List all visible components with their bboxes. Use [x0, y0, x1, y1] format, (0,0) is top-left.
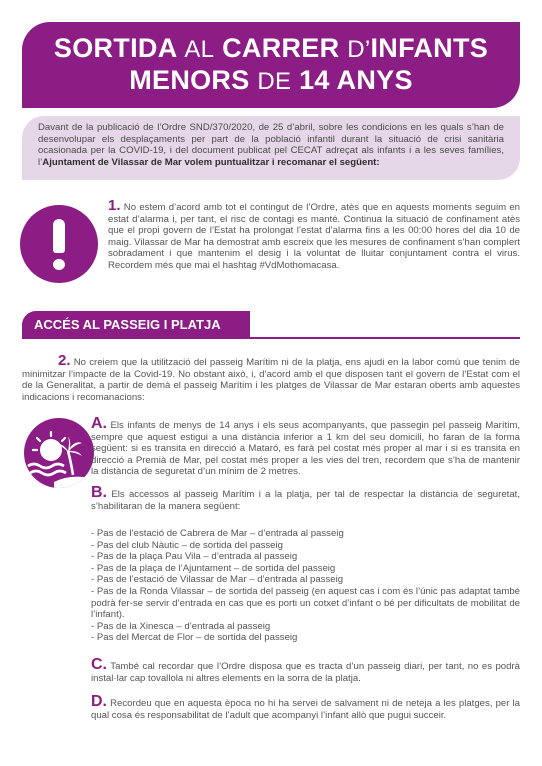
list-item: - Pas de la Xinesca – d’entrada al passeig: [91, 620, 271, 632]
list-item: - Pas del club Nàutic – de sortida del passeig: [91, 539, 283, 551]
section-header: [22, 311, 520, 339]
title-word: SORTIDA: [53, 33, 177, 63]
section-title: ACCÉS AL PASSEIG I PLATJA: [22, 311, 250, 337]
intro-bold-text: Ajuntament de Vilassar de Mar volem puntualitzar i recomanar el següent:: [42, 156, 380, 168]
title-line-2: [129, 65, 413, 97]
title-line-1: [54, 33, 488, 65]
point-a: [91, 415, 520, 478]
beach-palm-icon: [24, 418, 94, 488]
point-1-text: No estem d’acord amb tot el contingut de l’Ordre, atès que en aquests moments seguim en estat d’alarma i, per tant, el risc de contagi es manté. Continua la situació de confinament atès que el propi govern de l’Estat ha prolongat l’estat d’alarma fins a les 00:00 hores del dia 10 de maig. Vilassar de Mar ha demostrat amb escreix que les mesures de confinament s’han complert sobradament i que mantenim el desig i la voluntat de lluitar conjuntament contra el virus. Recordem més que mai el hashtag #VdMothomacasa.: [108, 202, 521, 271]
page-title-banner: [22, 22, 520, 108]
point-letter: C.: [91, 656, 107, 673]
title-word: 14 ANYS: [299, 65, 413, 95]
list-item: - Pas de l’estació de Cabrera de Mar – d’entrada al passeig: [91, 528, 344, 539]
point-b: [91, 484, 520, 512]
intro-text: Davant de la publicació de l’Ordre SND/370/2020, de 25 d’abril, sobre les condicions en les quals s’han de desenvolupar els desplaçaments per part de la població infantil durant la situació de crisi sanitària ocasionada per la COVID-19, i del document publicat pel CECAT adreçat als infants i a les seves famílies, l’: [38, 122, 504, 168]
point-d-text: Recordeu que en aquesta època no hi ha servei de salvament ni de neteja a les platges, per la qual cosa és responsabilitat de l’adult que acompanyi l’infant allò que pugui succeir.: [91, 698, 520, 721]
title-word: DE: [257, 68, 292, 95]
point-number: 1.: [108, 197, 121, 214]
access-list: [91, 528, 520, 644]
point-b-text: Els accessos al passeig Marítim i a la platja, per tal de respectar la distància de seguretat, s’habilitaran de la manera següent:: [91, 489, 520, 512]
list-item: - Pas del Mercat de Flor – de sortida del passeig: [91, 632, 298, 644]
point-c-text: També cal recordar que l’Ordre disposa que es tracta d’un passeig diari, per tant, no es podrà instal·lar cap tovallola ni altres elements en la sorra de la platja.: [91, 661, 521, 684]
title-word: AL: [184, 36, 215, 63]
point-letter: B.: [91, 484, 107, 501]
list-item: - Pas de la Ronda Vilassar – de sortida del passeig (en aquest cas i com és l’únic pas adaptat també podrà fer-se servir d’entrada en cas que es porti un cotxet d’infant o bé per dificultats de mobilitat de l’infant).: [91, 585, 520, 621]
point-d: [91, 693, 520, 721]
point-1: [108, 197, 521, 272]
point-2-text: No creiem que la utilització del passeig Marítim ni de la platja, ens ajudi en la labor comú que tenim de minimitzar l’impacte de la Covid-19. No obstant això, i, d’acord amb el que disposen tant el govern de l’Estat com el de la Generalitat, a partir de demà el passeig Marítim i les platges de Vilassar de Mar estaran oberts amb aquestes indicacions i recomanacions:: [22, 357, 520, 403]
list-item: - Pas de la plaça de l’Ajuntament – de sortida del passeig: [91, 562, 336, 574]
point-letter: A.: [91, 415, 107, 432]
title-word: MENORS: [129, 65, 250, 95]
list-item: - Pas de la plaça Pau Vila – d’entrada al passeig: [91, 551, 298, 563]
intro-box: [22, 116, 520, 180]
point-2: [22, 352, 520, 403]
point-number: 2.: [58, 352, 71, 369]
point-c: [91, 656, 521, 684]
exclamation-icon: [20, 205, 98, 283]
point-a-text: Els infants de menys de 14 anys i els seus acompanyants, que passegin pel passeig Marítim, sempre que aquest estigui a una distància inferior a 1 km del seu domicili, ho faran de la forma següent: si es transita en direcció a Mataró, es farà pel costat més proper al mar i si es transita en direcció a Premià de Mar, pel costat més proper a les vies del tren, recordem que s’ha de mantenir la distància de seguretat d’un mínim de 2 metres.: [91, 420, 520, 478]
list-item: - Pas de l’estació de Vilassar de Mar – d’entrada al passeig: [91, 574, 344, 586]
title-word: INFANTS: [370, 33, 489, 63]
title-word: CARRER: [222, 33, 340, 63]
title-word: D’: [347, 36, 371, 63]
point-letter: D.: [91, 693, 107, 710]
